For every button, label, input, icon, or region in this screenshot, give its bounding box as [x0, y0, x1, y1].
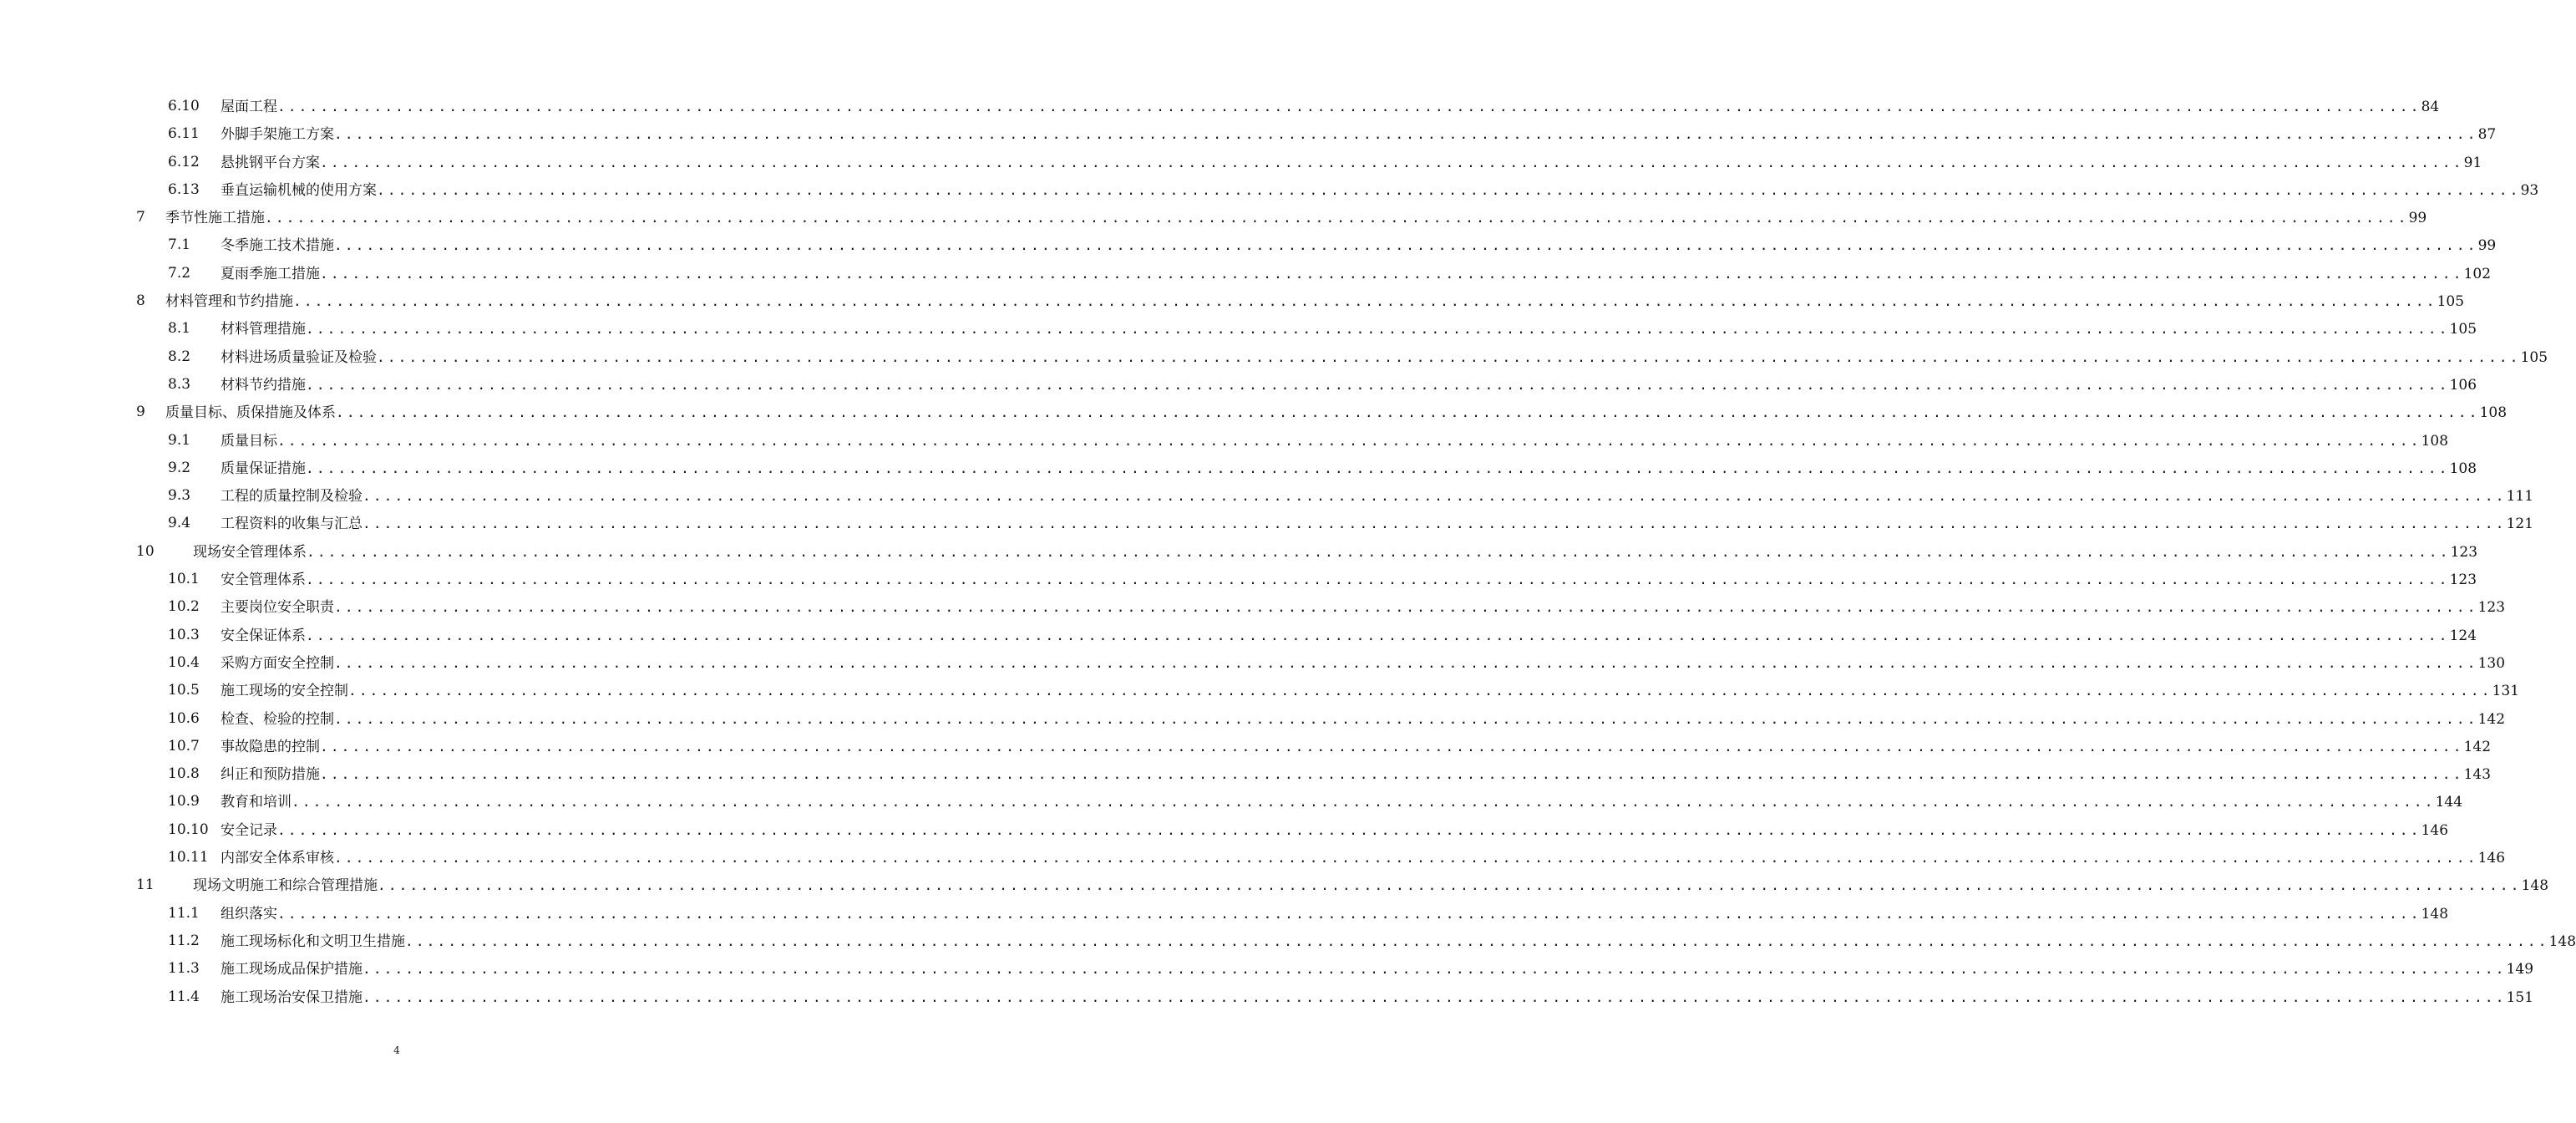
toc-entry-page: 102	[2463, 265, 2492, 282]
toc-chapter-entry[interactable]	[0, 204, 2427, 231]
toc-entry-page: 93	[2520, 181, 2539, 199]
toc-dot-leader: ........................................................................................................................................................................................................	[405, 932, 2549, 949]
toc-entry-page: 142	[2463, 738, 2492, 755]
toc-section-entry[interactable]	[0, 260, 2492, 287]
toc-entry-number: 9.3	[168, 487, 191, 505]
toc-entry-page: 124	[2449, 627, 2477, 644]
toc-entry-title: 施工现场治安保卫措施	[221, 988, 363, 1006]
toc-dot-leader: ........................................................................................................................................................................................................	[277, 99, 2421, 114]
toc-entry-title: 检查、检验的控制	[221, 710, 334, 728]
toc-entry-page: 143	[2463, 766, 2492, 784]
toc-entry-line	[165, 287, 2465, 316]
toc-entry-line	[221, 760, 2492, 789]
toc-entry-line	[221, 371, 2477, 399]
toc-entry-page: 105	[2520, 348, 2548, 366]
toc-section-entry[interactable]	[0, 677, 2520, 704]
toc-section-entry[interactable]	[0, 120, 2497, 148]
toc-dot-leader: ........................................................................................................................................................................................................	[378, 877, 2522, 894]
toc-entry-line	[221, 120, 2497, 149]
toc-entry-number: 10.3	[168, 626, 200, 643]
toc-entry-line	[221, 593, 2506, 622]
toc-entry-title: 施工现场成品保护措施	[221, 961, 363, 978]
toc-entry-title: 组织落实	[221, 905, 277, 922]
toc-dot-leader: ........................................................................................................................................................................................................	[307, 543, 2451, 560]
toc-entry-title: 采购方面安全控制	[221, 654, 334, 672]
toc-dot-leader: ........................................................................................................................................................................................................	[277, 821, 2421, 838]
toc-chapter-entry[interactable]	[0, 287, 2465, 315]
toc-dot-leader: ........................................................................................................................................................................................................	[320, 738, 2464, 755]
toc-entry-page: 105	[2437, 293, 2465, 311]
toc-entry-title: 材料节约措施	[221, 376, 306, 394]
toc-entry-number: 8.3	[168, 375, 191, 393]
toc-entry-page: 146	[2421, 821, 2449, 839]
toc-dot-leader: ........................................................................................................................................................................................................	[334, 710, 2478, 727]
toc-entry-line	[165, 204, 2427, 232]
toc-section-entry[interactable]	[0, 955, 2534, 983]
toc-entry-line	[221, 955, 2534, 983]
toc-entry-title: 安全保证体系	[221, 627, 306, 644]
toc-entry-title: 季节性施工措施	[165, 210, 265, 227]
toc-dot-leader: ........................................................................................................................................................................................................	[292, 794, 2436, 810]
toc-entry-line	[221, 315, 2477, 343]
toc-dot-leader: ........................................................................................................................................................................................................	[320, 265, 2464, 282]
toc-entry-number: 11.2	[168, 932, 200, 949]
toc-dot-leader: ........................................................................................................................................................................................................	[334, 599, 2478, 616]
toc-entry-line	[221, 260, 2492, 288]
toc-entry-number: 10.4	[168, 653, 200, 671]
toc-entry-page: 91	[2463, 154, 2482, 171]
toc-entry-number: 6.13	[168, 180, 200, 198]
toc-entry-page: 123	[2450, 543, 2478, 561]
toc-dot-leader: ........................................................................................................................................................................................................	[306, 460, 2450, 476]
toc-dot-leader: ........................................................................................................................................................................................................	[306, 627, 2450, 643]
toc-entry-number: 9	[136, 404, 145, 421]
toc-section-entry[interactable]	[0, 844, 2506, 871]
toc-dot-leader: ........................................................................................................................................................................................................	[334, 237, 2478, 254]
toc-entry-number: 6.12	[168, 153, 200, 170]
toc-entry-page: 142	[2477, 710, 2506, 728]
toc-entry-number: 10.2	[168, 598, 200, 616]
toc-entry-page: 105	[2449, 321, 2477, 338]
toc-entry-title: 主要岗位安全职责	[221, 599, 334, 617]
toc-dot-leader: ........................................................................................................................................................................................................	[306, 376, 2450, 393]
toc-section-entry[interactable]	[0, 455, 2477, 482]
toc-entry-title: 悬挑钢平台方案	[221, 154, 320, 171]
toc-entry-page: 108	[2479, 404, 2508, 422]
toc-entry-number: 10.9	[168, 793, 200, 810]
toc-entry-title: 冬季施工技术措施	[221, 237, 334, 255]
toc-entry-number: 9.4	[168, 515, 191, 532]
toc-entry-page: 148	[2421, 905, 2449, 922]
toc-dot-leader: ........................................................................................................................................................................................................	[277, 432, 2421, 449]
toc-entry-number: 6.10	[168, 98, 200, 114]
toc-entry-number: 8.2	[168, 348, 191, 365]
toc-section-entry[interactable]	[0, 427, 2449, 455]
toc-entry-title: 外脚手架施工方案	[221, 126, 334, 144]
toc-entry-number: 7	[136, 209, 145, 226]
toc-entry-page: 149	[2506, 961, 2534, 978]
toc-entry-number: 9.1	[168, 431, 191, 449]
toc-dot-leader: ........................................................................................................................................................................................................	[293, 293, 2437, 310]
toc-chapter-entry[interactable]	[0, 538, 2478, 566]
toc-entry-title: 内部安全体系审核	[221, 850, 334, 867]
toc-entry-number: 10.10	[168, 821, 209, 838]
toc-dot-leader: ........................................................................................................................................................................................................	[363, 961, 2507, 978]
toc-section-entry[interactable]	[0, 149, 2482, 176]
toc-entry-line	[221, 705, 2506, 734]
toc-entry-number: 8	[136, 292, 145, 310]
toc-entry-title: 质量目标	[221, 432, 277, 450]
toc-entry-line	[221, 844, 2506, 872]
toc-entry-line	[221, 566, 2477, 594]
toc-entry-number: 6.11	[168, 125, 200, 143]
toc-entry-page: 106	[2449, 376, 2477, 394]
toc-entry-number: 11.4	[168, 988, 200, 1005]
toc-entry-page: 151	[2506, 988, 2534, 1006]
toc-entry-line	[221, 622, 2477, 650]
toc-entry-number: 10.8	[168, 765, 200, 783]
toc-entry-title: 垂直运输机械的使用方案	[221, 181, 377, 199]
toc-section-entry[interactable]	[0, 705, 2506, 733]
toc-entry-title: 屋面工程	[221, 99, 277, 115]
toc-dot-leader: ........................................................................................................................................................................................................	[377, 181, 2521, 198]
toc-entry-number: 8.1	[168, 320, 191, 338]
toc-section-entry[interactable]	[0, 343, 2548, 371]
toc-section-entry[interactable]	[0, 900, 2449, 927]
toc-entry-title: 夏雨季施工措施	[221, 265, 320, 282]
toc-dot-leader: ........................................................................................................................................................................................................	[363, 488, 2507, 505]
toc-section-entry[interactable]	[0, 315, 2477, 343]
toc-entry-line	[221, 427, 2449, 455]
toc-entry-line	[221, 649, 2506, 678]
toc-entry-title: 施工现场的安全控制	[221, 683, 348, 700]
toc-entry-title: 纠正和预防措施	[221, 766, 320, 784]
toc-entry-line	[193, 871, 2549, 900]
toc-entry-line	[221, 733, 2492, 761]
toc-chapter-entry[interactable]	[0, 871, 2549, 899]
toc-entry-page: 131	[2492, 683, 2520, 700]
toc-entry-line	[193, 538, 2478, 567]
toc-entry-title: 工程资料的收集与汇总	[221, 516, 363, 533]
toc-entry-title: 工程的质量控制及检验	[221, 488, 363, 506]
toc-entry-page: 99	[2477, 237, 2497, 255]
toc-entry-title: 教育和培训	[221, 794, 292, 811]
toc-entry-line	[221, 149, 2482, 177]
toc-entry-title: 质量目标、质保措施及体系	[165, 404, 336, 422]
toc-entry-line	[221, 677, 2520, 705]
toc-dot-leader: ........................................................................................................................................................................................................	[336, 404, 2480, 421]
toc-entry-page: 123	[2477, 599, 2506, 617]
toc-entry-line	[221, 816, 2449, 845]
toc-section-entry[interactable]	[0, 566, 2477, 593]
toc-dot-leader: ........................................................................................................................................................................................................	[277, 905, 2421, 922]
toc-entry-title: 质量保证措施	[221, 460, 306, 477]
toc-entry-number: 10.11	[168, 849, 209, 866]
toc-entry-line	[221, 983, 2534, 1012]
toc-entry-number: 10.5	[168, 682, 200, 699]
toc-entry-number: 7.1	[168, 236, 191, 254]
toc-entry-line	[221, 231, 2497, 260]
toc-section-entry[interactable]	[0, 371, 2477, 399]
toc-section-entry[interactable]	[0, 231, 2497, 259]
toc-entry-line	[221, 788, 2463, 816]
toc-entry-number: 10.7	[168, 737, 200, 755]
toc-chapter-entry[interactable]	[0, 399, 2508, 426]
toc-dot-leader: ........................................................................................................................................................................................................	[320, 766, 2464, 783]
toc-section-entry[interactable]	[0, 482, 2534, 510]
table-of-contents	[0, 93, 2576, 1011]
toc-section-entry[interactable]	[0, 510, 2534, 537]
toc-dot-leader: ........................................................................................................................................................................................................	[377, 348, 2521, 365]
toc-dot-leader: ........................................................................................................................................................................................................	[265, 210, 2409, 226]
toc-section-entry[interactable]	[0, 733, 2492, 760]
toc-entry-page: 111	[2506, 488, 2534, 506]
toc-dot-leader: ........................................................................................................................................................................................................	[348, 683, 2492, 699]
toc-entry-title: 现场文明施工和综合管理措施	[193, 877, 378, 895]
toc-dot-leader: ........................................................................................................................................................................................................	[334, 850, 2478, 866]
toc-entry-line	[221, 343, 2548, 372]
toc-entry-page: 123	[2449, 572, 2477, 589]
toc-dot-leader: ........................................................................................................................................................................................................	[363, 516, 2507, 532]
toc-entry-number: 7.2	[168, 264, 191, 282]
toc-section-entry[interactable]	[0, 649, 2506, 677]
toc-entry-line	[165, 399, 2508, 427]
toc-entry-title: 材料进场质量验证及检验	[221, 348, 377, 366]
toc-entry-line	[221, 482, 2534, 511]
toc-section-entry[interactable]	[0, 760, 2492, 788]
toc-entry-line	[221, 510, 2534, 538]
toc-dot-leader: ........................................................................................................................................................................................................	[363, 988, 2507, 1005]
toc-entry-page: 84	[2421, 99, 2440, 115]
toc-entry-title: 安全记录	[221, 821, 277, 839]
toc-entry-number: 11.1	[168, 904, 200, 922]
toc-entry-line	[221, 455, 2477, 483]
toc-section-entry[interactable]	[0, 593, 2506, 621]
toc-entry-title: 施工现场标化和文明卫生措施	[221, 932, 405, 950]
toc-entry-page: 130	[2477, 654, 2506, 672]
toc-entry-line	[221, 176, 2539, 205]
toc-dot-leader: ........................................................................................................................................................................................................	[306, 572, 2450, 588]
toc-section-entry[interactable]	[0, 816, 2449, 844]
toc-entry-page: 108	[2421, 432, 2449, 450]
toc-entry-title: 现场安全管理体系	[193, 543, 307, 561]
toc-dot-leader: ........................................................................................................................................................................................................	[334, 654, 2478, 671]
toc-dot-leader: ........................................................................................................................................................................................................	[320, 154, 2464, 170]
toc-entry-page: 108	[2449, 460, 2477, 477]
toc-entry-number: 11.3	[168, 960, 200, 978]
toc-entry-title: 事故隐患的控制	[221, 738, 320, 755]
toc-section-entry[interactable]	[0, 176, 2539, 204]
toc-entry-page: 144	[2435, 794, 2463, 811]
toc-entry-page: 87	[2477, 126, 2497, 144]
toc-entry-number: 10.1	[168, 571, 200, 588]
toc-entry-title: 材料管理措施	[221, 321, 306, 338]
toc-section-entry[interactable]	[0, 788, 2463, 816]
toc-entry-line	[221, 900, 2449, 928]
toc-entry-number: 10.6	[168, 709, 200, 727]
toc-entry-page: 146	[2477, 850, 2506, 867]
toc-entry-page: 121	[2506, 516, 2534, 533]
toc-entry-page: 148	[2548, 932, 2576, 950]
toc-section-entry[interactable]	[0, 93, 2440, 120]
toc-entry-line	[221, 93, 2440, 121]
toc-section-entry[interactable]	[0, 983, 2534, 1011]
toc-entry-title: 安全管理体系	[221, 572, 306, 589]
toc-dot-leader: ........................................................................................................................................................................................................	[306, 321, 2450, 338]
toc-entry-page: 99	[2408, 210, 2427, 227]
toc-dot-leader: ........................................................................................................................................................................................................	[334, 126, 2478, 143]
toc-section-entry[interactable]	[0, 927, 2576, 955]
toc-entry-number: 9.2	[168, 459, 191, 476]
toc-entry-title: 材料管理和节约措施	[165, 293, 293, 311]
toc-entry-page: 148	[2521, 877, 2549, 895]
toc-entry-line	[221, 927, 2576, 956]
toc-section-entry[interactable]	[0, 622, 2477, 649]
page-number: 4	[393, 1044, 400, 1056]
toc-entry-number: 10	[136, 542, 155, 560]
toc-entry-number: 11	[136, 877, 155, 894]
